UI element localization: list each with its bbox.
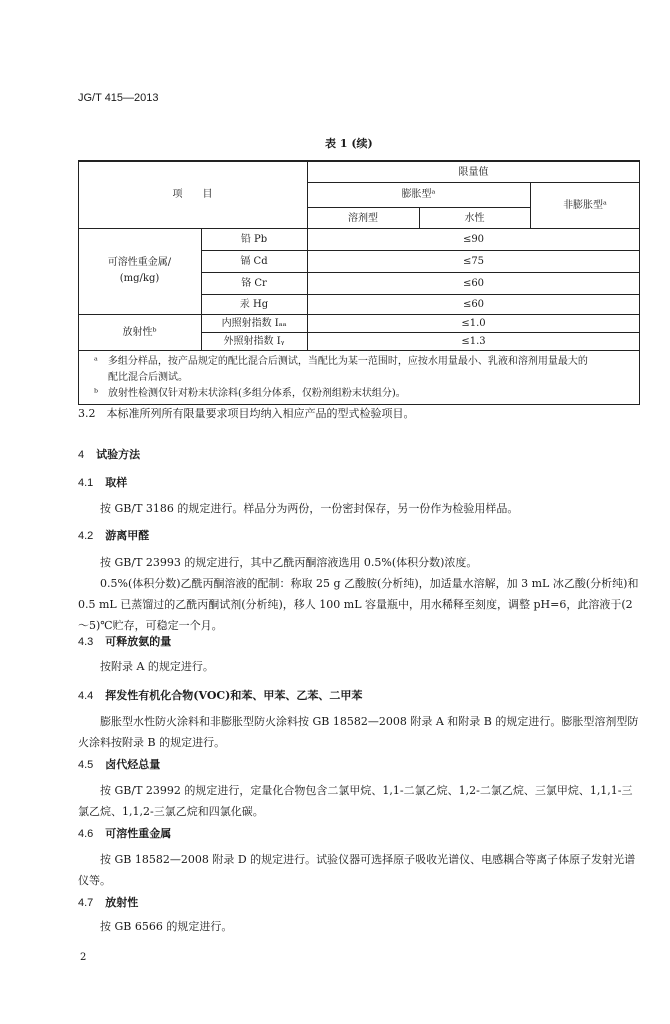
row-label: 内照射指数 Iₐₐ bbox=[221, 318, 287, 329]
section-4-1-heading bbox=[78, 474, 127, 490]
para-4-6: 按 GB 18582—2008 附录 D 的规定进行。试验仪器可选择原子吸收光谱仪、电感耦合等离子体原子发射光谱仪等。 bbox=[78, 853, 636, 887]
section-title: 可释放氨的量 bbox=[105, 635, 172, 648]
row-value: ≤90 bbox=[462, 234, 485, 245]
section-4-4-heading bbox=[78, 687, 362, 703]
row-value: ≤60 bbox=[462, 278, 485, 289]
section-number: 4.5 bbox=[78, 759, 94, 771]
row-label: 铅 Pb bbox=[240, 234, 268, 245]
header-limit: 限量值 bbox=[458, 167, 489, 178]
hline bbox=[78, 228, 640, 229]
row-value: ≤1.3 bbox=[461, 336, 486, 347]
section-number: 4.6 bbox=[78, 828, 94, 840]
section-4-5-heading bbox=[78, 756, 160, 772]
section-number: 4.3 bbox=[78, 636, 94, 648]
hline bbox=[307, 182, 640, 183]
section-4-7-heading bbox=[78, 894, 138, 910]
hline bbox=[201, 332, 640, 333]
footnote-a: ᵃ 多组分样品，按产品规定的配比混合后测试，当配比为某一范围时，应按水用量最小、乳液和溶剂用量最大的 bbox=[94, 356, 588, 367]
section-title: 试验方法 bbox=[96, 448, 141, 461]
hline bbox=[78, 350, 640, 351]
row-label: 镉 Cd bbox=[240, 256, 268, 267]
section-4-3-heading bbox=[78, 633, 171, 649]
hline bbox=[78, 314, 640, 315]
para-4-5: 按 GB/T 23992 的规定进行，定量化合物包含二氯甲烷、1,1-二氯乙烷、1,2-二氯乙烷、三氯甲烷、1,1,1-三氯乙烷、1,1,2-三氯乙烷和四氯化碳。 bbox=[78, 784, 633, 818]
para-4-2-a: 按 GB/T 23993 的规定进行，其中乙酰丙酮溶液选用 0.5%(体积分数)浓度。 bbox=[100, 556, 478, 569]
header-nonexpand: 非膨胀型ᵃ bbox=[563, 200, 607, 211]
group-heavy-metals: 可溶性重金属/ (mg/kg) bbox=[107, 257, 172, 284]
section-title: 卤代烃总量 bbox=[105, 758, 161, 771]
para-4-7: 按 GB 6566 的规定进行。 bbox=[100, 920, 233, 933]
section-title: 放射性 bbox=[105, 896, 139, 909]
row-value: ≤1.0 bbox=[461, 318, 486, 329]
header-expand: 膨胀型ᵃ bbox=[401, 189, 436, 200]
section-title: 取样 bbox=[105, 476, 128, 489]
footnote-a-cont: 配比混合后测试。 bbox=[108, 372, 188, 383]
section-title: 可溶性重金属 bbox=[105, 827, 172, 840]
group-radiation: 放射性ᵇ bbox=[122, 327, 157, 338]
clause-3-2: 3.2 本标准所列所有限量要求项目均纳入相应产品的型式检验项目。 bbox=[78, 407, 415, 420]
hline bbox=[201, 294, 640, 295]
para-4-1: 按 GB/T 3186 的规定进行。样品分为两份，一份密封保存，另一份作为检验用样品。 bbox=[100, 502, 519, 515]
section-4-6-heading bbox=[78, 825, 171, 841]
row-label: 汞 Hg bbox=[239, 299, 269, 310]
section-title: 游离甲醛 bbox=[105, 529, 150, 542]
row-label: 外照射指数 Iᵧ bbox=[223, 336, 285, 347]
row-value: ≤75 bbox=[462, 256, 485, 267]
table-title: 表 1 (续) bbox=[325, 137, 373, 150]
section-4-2-heading bbox=[78, 527, 149, 543]
limits-table bbox=[78, 160, 640, 405]
header-water: 水性 bbox=[464, 213, 485, 224]
row-label: 铬 Cr bbox=[241, 278, 267, 289]
section-4-heading bbox=[78, 446, 140, 462]
para-4-2-b: 0.5%(体积分数)乙酰丙酮溶液的配制：称取 25 g 乙酸胺(分析纯)，加适量水溶解，加 3 mL 冰乙酸(分析纯)和 0.5 mL 已蒸馏过的乙酰丙酮试剂(分析纯)，移人 100 mL 容量瓶中，用水稀释至刻度，调整 pH=6，此溶液于(2～5)℃贮存，可稳定一个月。 bbox=[78, 577, 639, 632]
para-4-4: 膨胀型水性防火涂料和非膨胀型防火涂料按 GB 18582—2008 附录 A 和附录 B 的规定进行。膨胀型溶剂型防火涂料按附录 B 的规定进行。 bbox=[78, 715, 639, 749]
page-number: 2 bbox=[80, 952, 87, 963]
header-solvent: 溶剂型 bbox=[348, 213, 378, 224]
para-4-3: 按附录 A 的规定进行。 bbox=[100, 660, 214, 673]
section-number: 4.1 bbox=[78, 477, 94, 489]
row-value: ≤60 bbox=[462, 299, 485, 310]
standard-number: JG/T 415—2013 bbox=[78, 92, 159, 104]
section-number: 4 bbox=[78, 449, 85, 461]
header-item: 项 目 bbox=[172, 189, 213, 200]
section-number: 4.2 bbox=[78, 530, 94, 542]
section-number: 4.7 bbox=[78, 897, 94, 909]
section-title: 挥发性有机化合物(VOC)和苯、甲苯、乙苯、二甲苯 bbox=[105, 689, 363, 702]
hline bbox=[201, 272, 640, 273]
section-number: 4.4 bbox=[78, 690, 94, 702]
table-top-rule bbox=[78, 160, 640, 162]
footnote-b: ᵇ 放射性检测仅针对粉末状涂料(多组分体系，仅粉剂组粉末状组分)。 bbox=[94, 388, 406, 399]
hline bbox=[201, 250, 640, 251]
